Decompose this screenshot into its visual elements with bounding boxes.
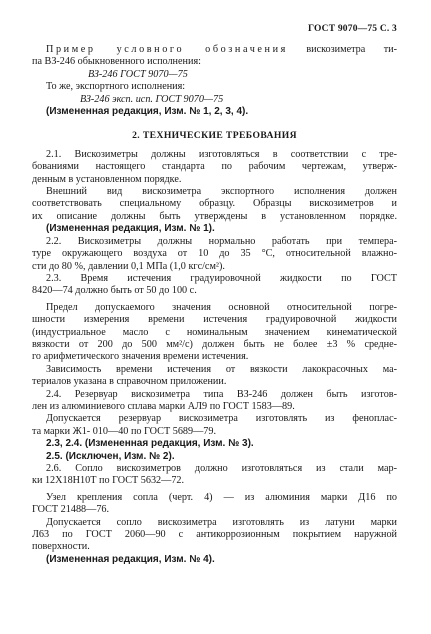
example-label: Пример условного обозначения bbox=[46, 44, 288, 55]
paragraph-line: го арифметического значения времени истечения. bbox=[32, 351, 249, 363]
paragraph-line: ки 12Х18Н10Т по ГОСТ 5632—72. bbox=[32, 475, 185, 487]
paragraph-line: их описание должны быть утверждены в установленном порядке. bbox=[32, 210, 397, 222]
amendment-note: 2.3, 2.4. (Измененная редакция, Изм. № 3). bbox=[46, 438, 254, 450]
designation-ordinary: ВЗ-246 ГОСТ 9070—75 bbox=[88, 68, 188, 80]
paragraph-line: 8420—74 должно быть от 50 до 100 с. bbox=[32, 285, 197, 297]
example-label-tail: вискозиметра ти- bbox=[306, 44, 397, 55]
example-line: па ВЗ-246 обыкновенного исполнения: bbox=[32, 56, 201, 68]
paragraph-line: 2.3. Время истечения градуировочной жидкости по ГОСТ bbox=[46, 272, 397, 284]
paragraph-line: Допускается резервуар вискозиметра изготовлять из феноплас- bbox=[46, 413, 397, 425]
paragraph-line: Л63 по ГОСТ 2060—90 с антикоррозионным покрытием наружной bbox=[32, 529, 397, 541]
example-export-line: То же, экспортного исполнения: bbox=[46, 81, 186, 93]
paragraph-line: ГОСТ 21488—76. bbox=[32, 504, 110, 516]
paragraph-line: лен из алюминиевого сплава марки АЛ9 по ГОСТ 1583—89. bbox=[32, 400, 295, 412]
paragraph-line: териалов указана в справочном приложении. bbox=[32, 376, 227, 388]
designation-export: ВЗ-246 эксп. исп. ГОСТ 9070—75 bbox=[80, 93, 224, 105]
paragraph-line: 2.2. Вискозиметры должны нормально работать при темпера- bbox=[46, 235, 397, 247]
paragraph-line: Допускается сопло вискозиметра изготовлять из латуни марки bbox=[46, 516, 397, 528]
paragraph-line: 2.1. Вискозиметры должны изготовляться в соответствии с тре- bbox=[46, 148, 397, 160]
paragraph-line: (индустриальное масло с номинальным значением кинематической bbox=[32, 326, 397, 338]
paragraph-line: соответствовать специальному образцу. Образцы вискозиметров и bbox=[32, 198, 397, 210]
page-header: ГОСТ 9070—75 С. 3 bbox=[307, 24, 397, 34]
paragraph-line: сти до 80 %, давлении 0,1 МПа (1,0 кгс/см²). bbox=[32, 260, 225, 272]
amendment-note: (Измененная редакция, Изм. № 4). bbox=[46, 553, 215, 565]
paragraph-line: 2.6. Сопло вискозиметров должно изготовляться из стали мар- bbox=[46, 463, 397, 474]
paragraph-line: туре окружающего воздуха от 10 до 35 °С, относительной влажно- bbox=[32, 248, 397, 260]
paragraph-line: Внешний вид вискозиметра экспортного исполнения должен bbox=[46, 186, 397, 198]
paragraph-line: Зависимость времени истечения от вязкости лакокрасочных ма- bbox=[46, 363, 397, 375]
paragraph-line: та марки Ж1- 010—40 по ГОСТ 5689—79. bbox=[32, 425, 217, 437]
amendment-note: 2.5. (Исключен, Изм. № 2). bbox=[46, 450, 175, 462]
paragraph-line: 2.4. Резервуар вискозиметра типа ВЗ-246 должен быть изготов- bbox=[46, 388, 397, 400]
paragraph-line: Узел крепления сопла (черт. 4) — из алюминия марки Д16 по bbox=[46, 491, 397, 503]
example-intro-line bbox=[32, 44, 397, 56]
paragraph-line: денным в установленном порядке. bbox=[32, 173, 182, 185]
section-title: 2. ТЕХНИЧЕСКИЕ ТРЕБОВАНИЯ bbox=[132, 130, 297, 142]
paragraph-line: Предел допускаемого значения основной относительной погре- bbox=[46, 301, 397, 313]
amendment-note: (Измененная редакция, Изм. № 1). bbox=[46, 223, 215, 235]
amendment-note: (Измененная редакция, Изм. № 1, 2, 3, 4). bbox=[46, 106, 249, 118]
paragraph-line: бованиями настоящего стандарта по рабочим чертежам, утверж- bbox=[32, 161, 397, 173]
paragraph-line: шности измерения времени истечения градуировочной жидкости bbox=[32, 314, 397, 326]
page-content bbox=[32, 44, 397, 566]
paragraph-line: вязкости от 200 до 500 мм²/с) должен быть не более ±3 % средне- bbox=[32, 338, 397, 350]
paragraph-line: поверхности. bbox=[32, 541, 90, 553]
